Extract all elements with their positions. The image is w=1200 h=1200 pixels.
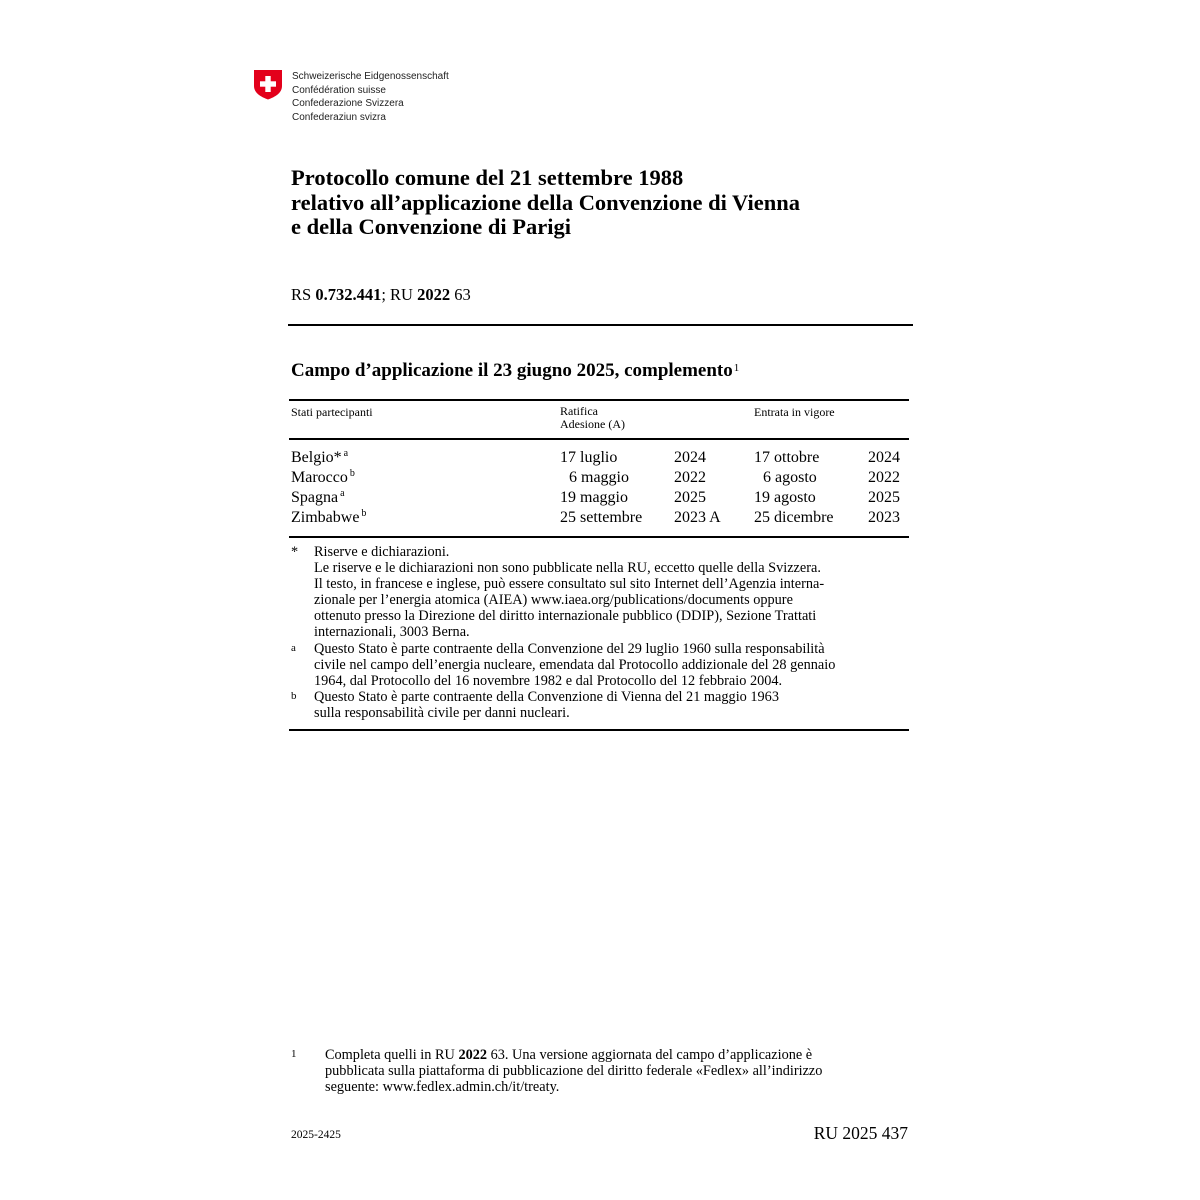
entry-date: 25 dicembre [754,509,834,526]
ratification-year: 2022 [674,469,706,486]
ru-year: 2022 [417,285,451,304]
table-row [291,469,911,489]
note-line: Questo Stato è parte contraente della Convenzione del 29 luglio 1960 sulla responsabilità [314,640,825,657]
note-line: Riserve e dichiarazioni. [314,544,450,560]
ratification-year: 2023 A [674,509,721,526]
ratification-year: 2025 [674,489,706,506]
col-header-entry: Entrata in vigore [754,405,835,419]
note-line: Questo Stato è parte contraente della Convenzione di Vienna del 21 maggio 1963 [314,688,779,705]
document-title [291,166,800,240]
footnote-number: 1 [291,1048,297,1060]
confed-fr: Confédération suisse [292,84,386,96]
swiss-flag-icon [253,69,283,100]
table-notes [291,544,911,721]
confed-rm: Confederaziun svizra [292,111,386,123]
state-name: Belgio* [291,449,342,466]
table-row [291,509,911,529]
note-line: ottenuto presso la Direzione del diritto internazionale pubblico (DDIP), Sezione Trattati [314,608,817,625]
rs-number: 0.732.441 [315,285,382,304]
col-header-states: Stati partecipanti [291,405,373,419]
ratification-date: 19 maggio [560,489,628,506]
footnote-line-1 [325,1047,822,1063]
footnote-ru-year: 2022 [458,1047,488,1063]
table-header-rule [289,438,909,440]
note-line: zionale per l’energia atomica (AIEA) www.iaea.org/publications/documents oppure [314,592,793,609]
entry-date: 6 agosto [763,469,817,486]
col-header-ratification-line-1: Ratifica [560,404,598,418]
entry-year: 2024 [868,449,900,466]
note-star-marker: * [291,544,299,560]
entry-date: 19 agosto [754,489,816,506]
col-header-ratification [560,405,625,431]
state-name: Zimbabwe [291,509,360,526]
ratification-year: 2024 [674,449,706,466]
page-footnote [291,1047,822,1095]
state-note-ref: a [343,448,349,459]
state-note-ref: b [361,508,367,519]
rs-prefix: RS [291,285,312,304]
note-line: internazionali, 3003 Berna. [314,624,470,641]
ratification-date: 25 settembre [560,509,643,526]
confed-de: Schweizerische Eidgenossenschaft [292,71,449,82]
note-line: 1964, dal Protocollo del 16 novembre 1982 e dal Protocollo del 12 febbraio 2004. [314,672,783,689]
note-a-marker: a [291,641,296,654]
note-b [291,689,911,721]
title-line-1: Protocollo comune del 21 settembre 1988 [291,165,684,190]
col-header-ratification-line-2: Adesione (A) [560,417,625,431]
state-note-ref: b [349,468,355,479]
note-b-marker: b [291,689,297,702]
note-line: Il testo, in francese e inglese, può essere consultato sul sito Internet dell’Agenzia interna- [314,576,825,593]
document-number: 2025-2425 [291,1129,341,1141]
entry-year: 2023 [868,509,900,526]
footnote-line-3: seguente: www.fedlex.admin.ch/it/treaty. [325,1079,560,1095]
note-star [291,544,911,641]
classification-reference [291,285,471,305]
note-line: sulla responsabilità civile per danni nucleari. [314,704,570,721]
ru-page: 63 [454,285,471,304]
section-title-text: Campo d’applicazione il 23 giugno 2025, complemento [291,360,733,381]
note-a [291,641,911,689]
state-cell [291,469,355,487]
state-name: Spagna [291,489,339,506]
entry-year: 2025 [868,489,900,506]
note-line: Le riserve e le dichiarazioni non sono pubblicate nella RU, eccetto quelle della Svizzera. [314,560,821,577]
footnote-text: Completa quelli in RU [325,1047,459,1063]
ratification-date: 17 luglio [560,449,618,466]
state-note-ref: a [340,488,345,499]
entry-date: 17 ottobre [754,449,820,466]
title-line-2: relativo all’applicazione della Convenzione di Vienna [291,189,800,215]
note-line: civile nel campo dell’energia nucleare, emendata dal Protocollo addizionale del 28 gennaio [314,656,836,673]
confed-it: Confederazione Svizzera [292,98,404,110]
entry-year: 2022 [868,469,900,486]
ratification-date: 6 maggio [569,469,629,486]
page-reference: RU 2025 437 [813,1123,908,1143]
state-cell [291,449,348,467]
state-cell [291,509,366,527]
notes-bottom-rule [289,729,909,731]
table-bottom-rule [289,536,909,538]
table-top-rule [289,399,909,401]
table-row [291,449,911,469]
table-row [291,489,911,509]
header-divider [288,324,913,326]
section-title [291,360,739,382]
ru-prefix: ; RU [381,285,413,304]
footnote-ref-1: 1 [733,362,740,374]
confederation-names [292,70,449,124]
state-cell [291,489,345,507]
footnote-text: 63. Una versione aggiornata del campo d’applicazione è [487,1047,813,1063]
title-line-3: e della Convenzione di Parigi [291,214,571,239]
state-name: Marocco [291,469,348,486]
footnote-line-2: pubblicata sulla piattaforma di pubblicazione del diritto federale «Fedlex» all’indirizzo [325,1063,823,1079]
